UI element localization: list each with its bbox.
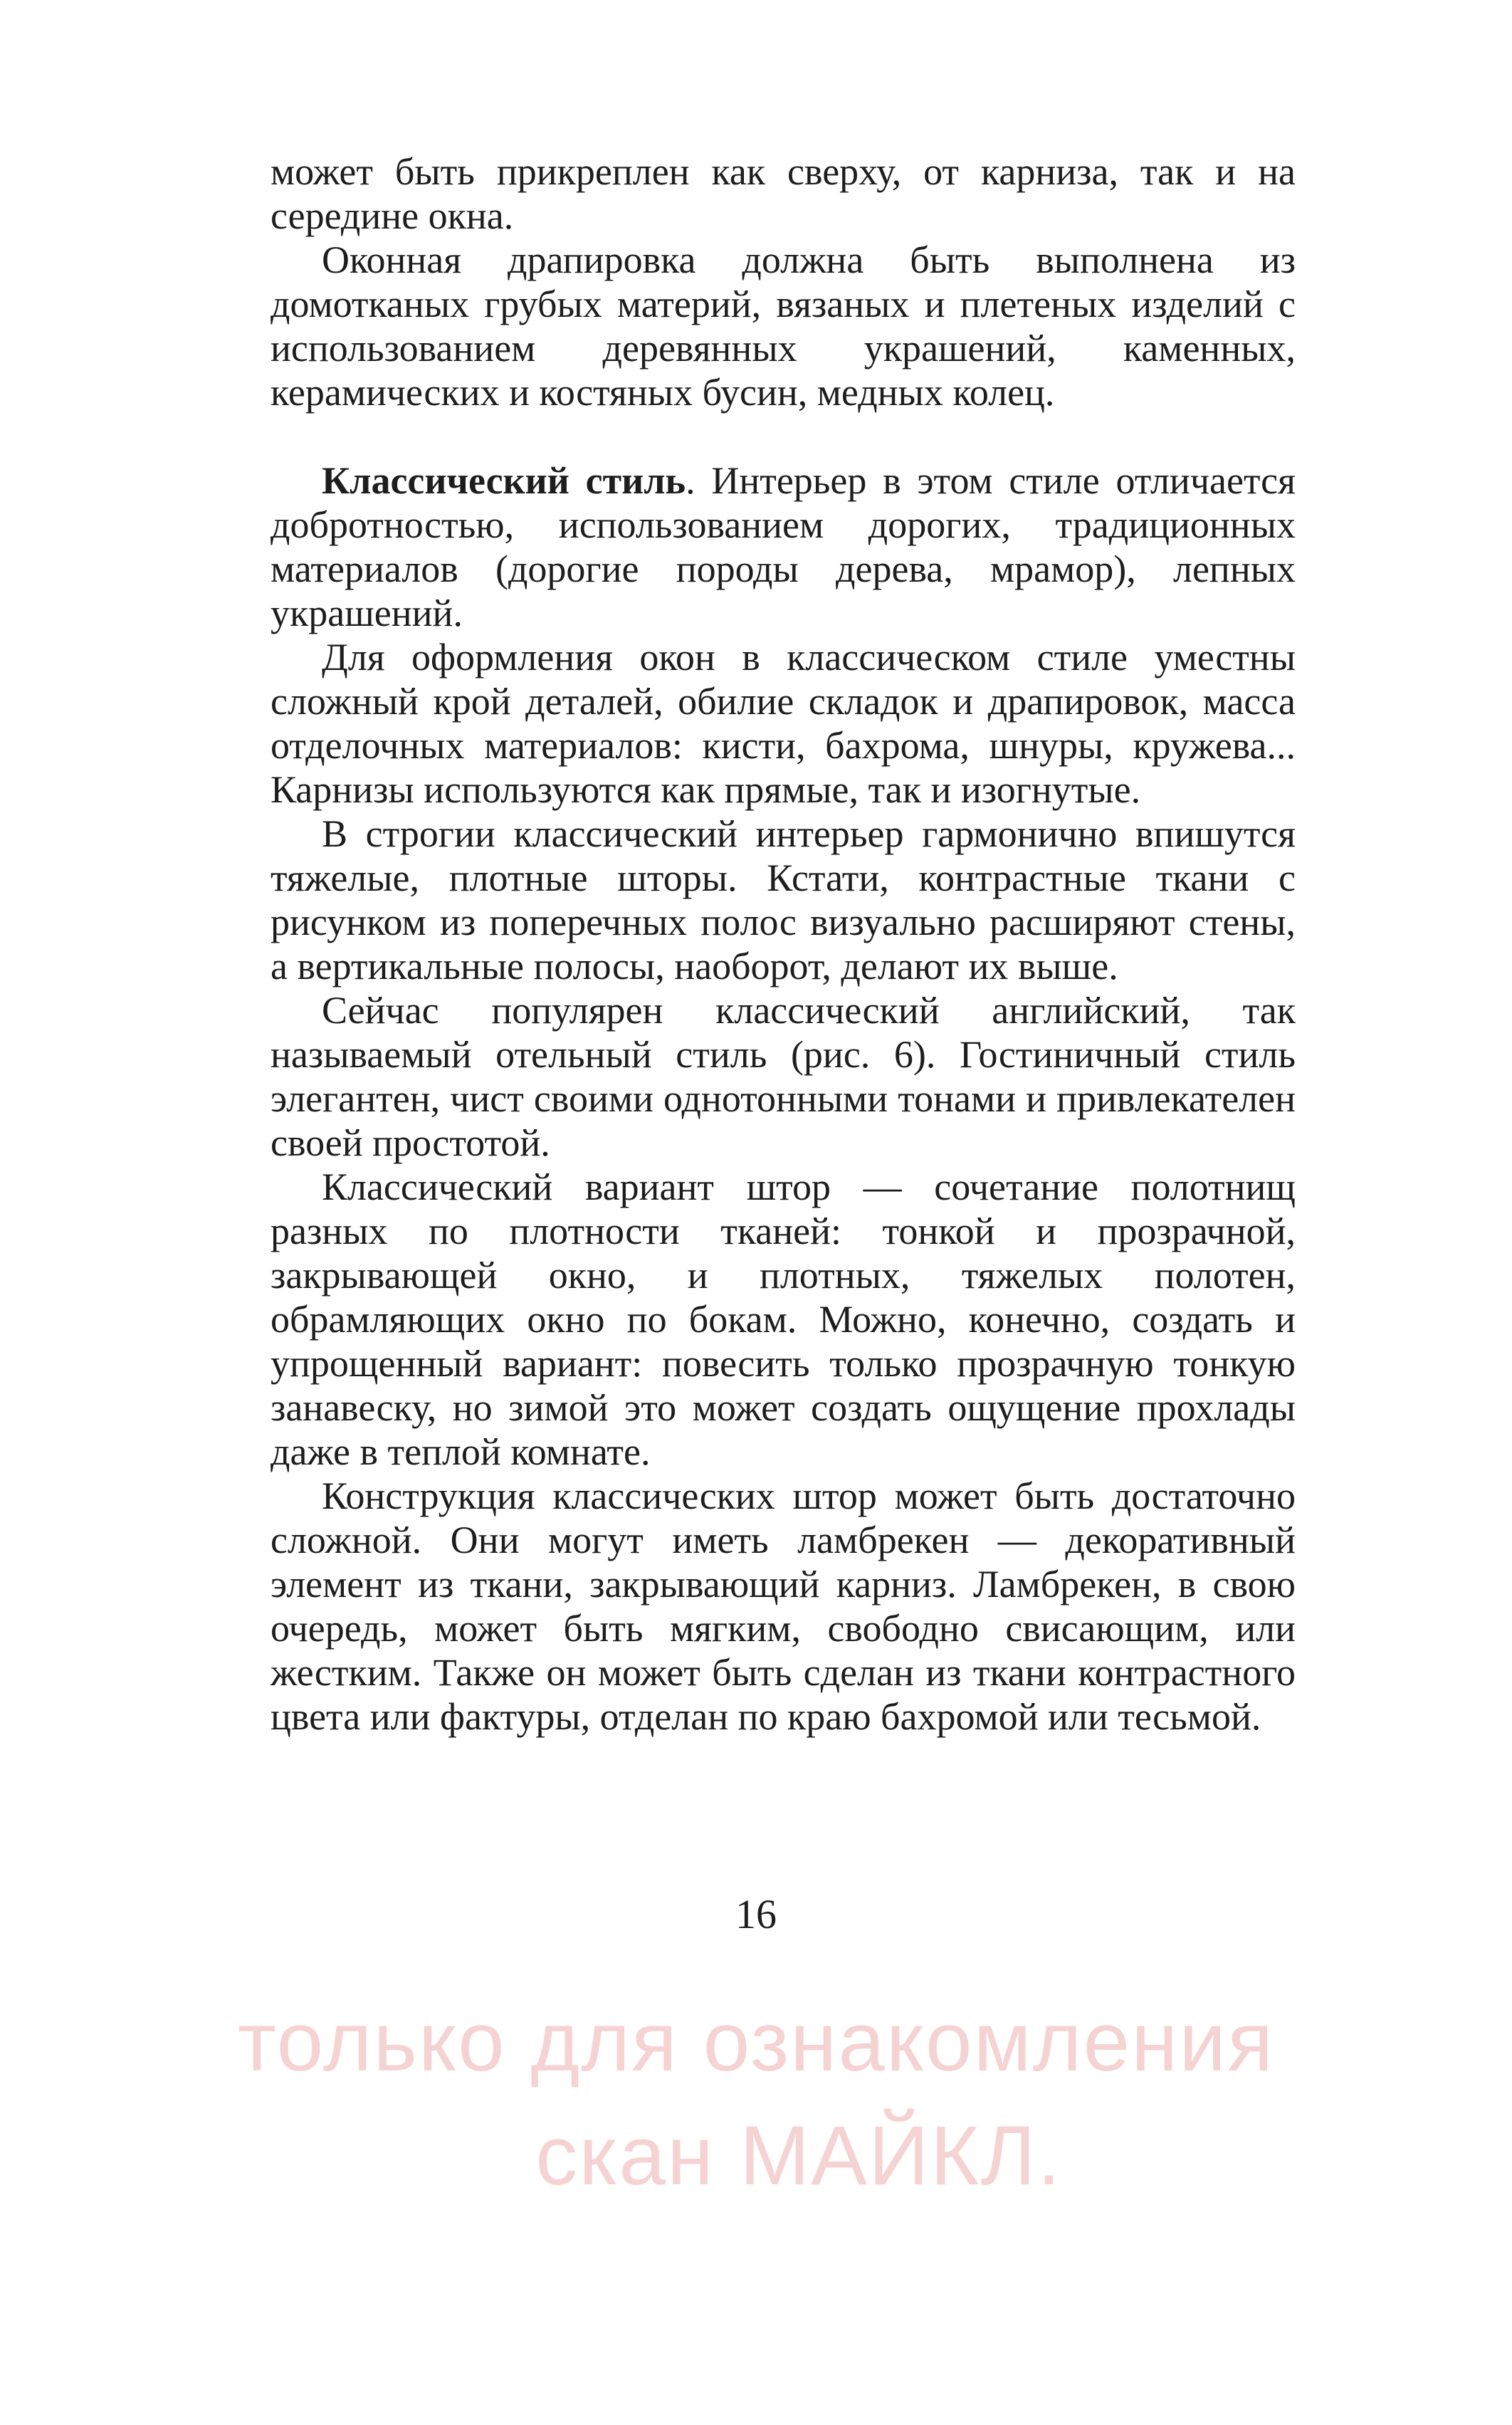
section-heading: Классический стиль [322, 459, 686, 502]
paragraph-4: Для оформления окон в классическом стиле уместны сложный крой деталей, обилие складок и драпировок, масса отделочных материалов: кисти, бахрома, шнуры, кружева... Карнизы используются как прямые, так и изогнутые. [271, 636, 1296, 811]
section-intro-text: . Интерьер в этом стиле отличается добротностью, использованием дорогих, традиционных материалов (дорогие породы дерева, мрамор), лепных украшений. [271, 459, 1296, 634]
watermark-line-2: скан МАЙКЛ. [535, 2109, 1062, 2203]
paragraph-1: может быть прикреплен как сверху, от карниза, так и на середине окна. [271, 150, 1296, 237]
paragraph-classic-style [271, 459, 1296, 635]
page-number: 16 [735, 1891, 777, 1937]
paragraph-2: Оконная драпировка должна быть выполнена из домотканых грубых материй, вязаных и плетеных изделий с использованием деревянных украшений, каменных, керамических и костяных бусин, медных колец. [271, 239, 1296, 414]
watermark-line-1: только для ознакомления [237, 1995, 1275, 2089]
paragraph-5: В строгии классический интерьер гармонично впишутся тяжелые, плотные шторы. Кстати, контрастные ткани с рисунком из поперечных полос визуально расширяют стены, а вертикальные полосы, наоборот, делают их выше. [271, 812, 1296, 988]
paragraph-6: Сейчас популярен классический английский, так называемый отельный стиль (рис. 6). Гостиничный стиль элегантен, чист своими однотонными тонами и привлекателен своей простотой. [271, 989, 1296, 1164]
paragraph-8: Конструкция классических штор может быть достаточно сложной. Они могут иметь ламбрекен — декоративный элемент из ткани, закрывающий карниз. Ламбрекен, в свою очередь, может быть мягким, свободно свисающим, или жестким. Также он может быть сделан из ткани контрастного цвета или фактуры, отделан по краю бахромой или тесьмой. [271, 1475, 1296, 1738]
paragraph-7: Классический вариант штор — сочетание полотнищ разных по плотности тканей: тонкой и прозрачной, закрывающей окно, и плотных, тяжелых полотен, обрамляющих окно по бокам. Можно, конечно, создать и упрощенный вариант: повесить только прозрачную тонкую занавеску, но зимой это может создать ощущение прохлады даже в теплой комнате. [271, 1166, 1296, 1473]
page-body [271, 150, 1296, 1739]
